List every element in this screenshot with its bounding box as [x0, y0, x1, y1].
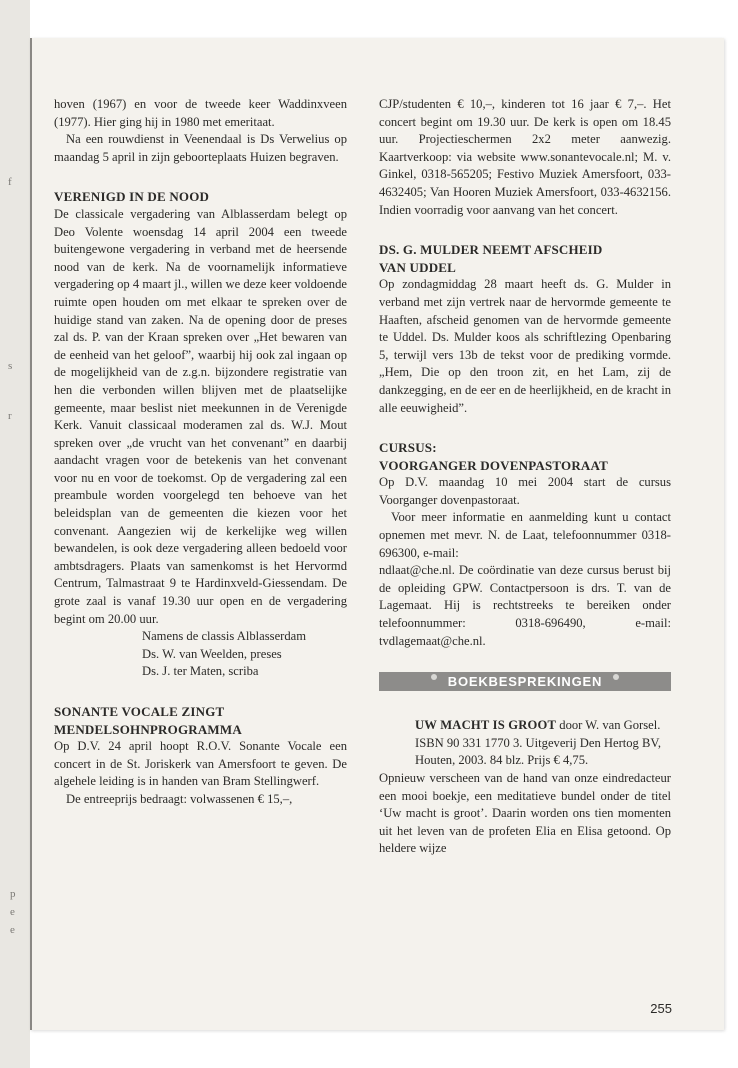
paragraph: Op D.V. 24 april hoopt R.O.V. Sonante Vocale een concert in de St. Joriskerk van Amersfoort te geven. De algehele leiding is in handen van Bram Stellingwerf.: [54, 739, 347, 789]
paragraph: De entreeprijs bedraagt: volwassenen € 15,–,: [66, 791, 293, 806]
paragraph: Op zondagmiddag 28 maart heeft ds. G. Mulder in verband met zijn vertrek naar de hervormde gemeente te Haaften, afscheid genomen van de hervormde gemeente te Uddel. Ds. Mulder koos als schriftlezing Openbaring 5, terwijl vers 13b de tekst voor de prediking vormde. „Hem, Die op den troon zit, en het Lam, zij de dankzegging, en de eer en de heerlijkheid, en de kracht in alle eeuwigheid”.: [379, 277, 671, 415]
signature-block: [54, 628, 347, 681]
page-number: 255: [650, 1001, 672, 1016]
heading-line: SONANTE VOCALE ZINGT: [54, 704, 225, 719]
heading-line: VAN UDDEL: [379, 259, 457, 275]
section-banner-boekbesprekingen: [379, 672, 671, 691]
margin-mark: f: [8, 176, 12, 188]
heading-line: DS. G. MULDER NEEMT AFSCHEID: [379, 242, 603, 258]
paragraph: CJP/studenten € 10,–, kinderen tot 16 jaar € 7,–. Het concert begint om 19.30 uur. De kerk is open om 18.45 uur. Projectieschermen 2x2 meter aanwezig. Kaartverkoop: via website www.sonantevocale.nl; M. v. Ginkel, 0318-565205; Festivo Muziek Amersfoort, 033-4632405; Van Hooren Muziek Amersfoort, 033-4632156. Indien voorradig voor aanvang van het concert.: [379, 97, 671, 217]
section-heading-verenigd: VERENIGD IN DE NOOD: [54, 189, 210, 205]
paragraph: ndlaat@che.nl. De coördinatie van deze cursus berust bij de opleiding GPW. Contactpersoon is drs. T. van de Lagemaat. Hij is rechtstreeks te bereiken onder telefoonnummer: 0318-696490, e-mail: tvdlagemaat@che.nl.: [379, 563, 671, 648]
margin-mark: p: [10, 888, 16, 900]
banner-label: BOEKBESPREKINGEN: [447, 674, 603, 690]
adjacent-page-edge: [0, 0, 30, 1068]
left-column: [54, 96, 347, 809]
paragraph: Na een rouwdienst in Veenendaal is Ds Verwelius op maandag 5 april in zijn geboorteplaats Huizen begraven.: [54, 132, 347, 164]
section-heading-mulder: [379, 241, 671, 276]
banner-dot: [613, 674, 619, 680]
signature-line: Namens de classis Alblasserdam: [142, 629, 307, 644]
paragraph: De classicale vergadering van Alblasserdam belegt op Deo Volente woensdag 14 april 2004 een tweede buitengewone vergadering in verband met de heersende nood van de kerk. Na de voornamelijk informatieve vergadering op 4 maart jl., willen we deze keer voldoende ruimte open houden om met elkaar te spreken over de huidige stand van zaken. Na de opening door de preses zal ds. P. van der Kraan spreken over „Het bewaren van de eenheid van het geloof”, waarbij hij ook zal ingaan op de mogelijkheid van de z.g.n. bijzondere registratie van hen die verbonden willen blijven met de plaatselijke gemeente, maar beslist niet meekunnen in de Verenigde Kerk. Vanuit classicaal moderamen zal ds. W.J. Mout spreken over „de vrucht van het convenant” en daarbij aandacht vragen voor de betekenis van het convenant voor nu en voor de toekomst. Op de vergadering zal een preambule worden voorgelegd ten behoeve van het beleidsplan van de gemeenten die kiezen voor het convenant. Aangezien wij de kerkelijke weg willen bewandelen, is ook deze vergadering alleen bedoeld voor ambtsdragers. Plaats van samenkomst is het Hervormd Centrum, Talmastraat 9 te Hardinxveld-Giessendam. De grote zaal is vanaf 19.30 uur open en de vergadering begint om 20.00 uur.: [54, 206, 347, 626]
signature-line: Ds. J. ter Maten, scriba: [142, 664, 259, 679]
book-meta: door W. van Gorsel. ISBN 90 331 1770 3. Uitgeverij Den Hertog BV, Houten, 2003. 84 blz. Prijs € 4,75.: [415, 718, 662, 768]
paragraph: hoven (1967) en voor de tweede keer Waddinxveen (1977). Hier ging hij in 1980 met emeritaat.: [54, 97, 347, 129]
paragraph: Voor meer informatie en aanmelding kunt u contact opnemen met mevr. N. de Laat, telefoonnummer 0318-696300, e-mail:: [379, 510, 671, 560]
margin-mark: e: [10, 906, 15, 918]
margin-mark: s: [8, 360, 13, 372]
banner-dot: [431, 674, 437, 680]
signature-line: Ds. W. van Weelden, preses: [142, 646, 282, 661]
heading-line: VOORGANGER DOVENPASTORAAT: [379, 457, 609, 473]
margin-mark: e: [10, 924, 15, 936]
book-title: UW MACHT IS GROOT: [415, 718, 557, 733]
heading-line: MENDELSOHNPROGRAMMA: [54, 721, 242, 737]
section-heading-cursus: [379, 439, 671, 474]
paragraph: Op D.V. maandag 10 mei 2004 start de cursus Voorganger dovenpastoraat.: [379, 475, 671, 507]
book-entry: [379, 717, 671, 770]
section-heading-sonante: [54, 703, 347, 738]
margin-mark: r: [8, 410, 12, 422]
right-column: [379, 96, 671, 858]
heading-line: CURSUS:: [379, 440, 437, 456]
paragraph: Opnieuw verscheen van de hand van onze eindredacteur een mooi boekje, een meditatieve bundel onder de titel ‘Uw macht is groot’. Daarin worden ons tien momenten uit het leven van de profeten Elia en Elisa getoond. Op heldere wijze: [379, 771, 671, 856]
